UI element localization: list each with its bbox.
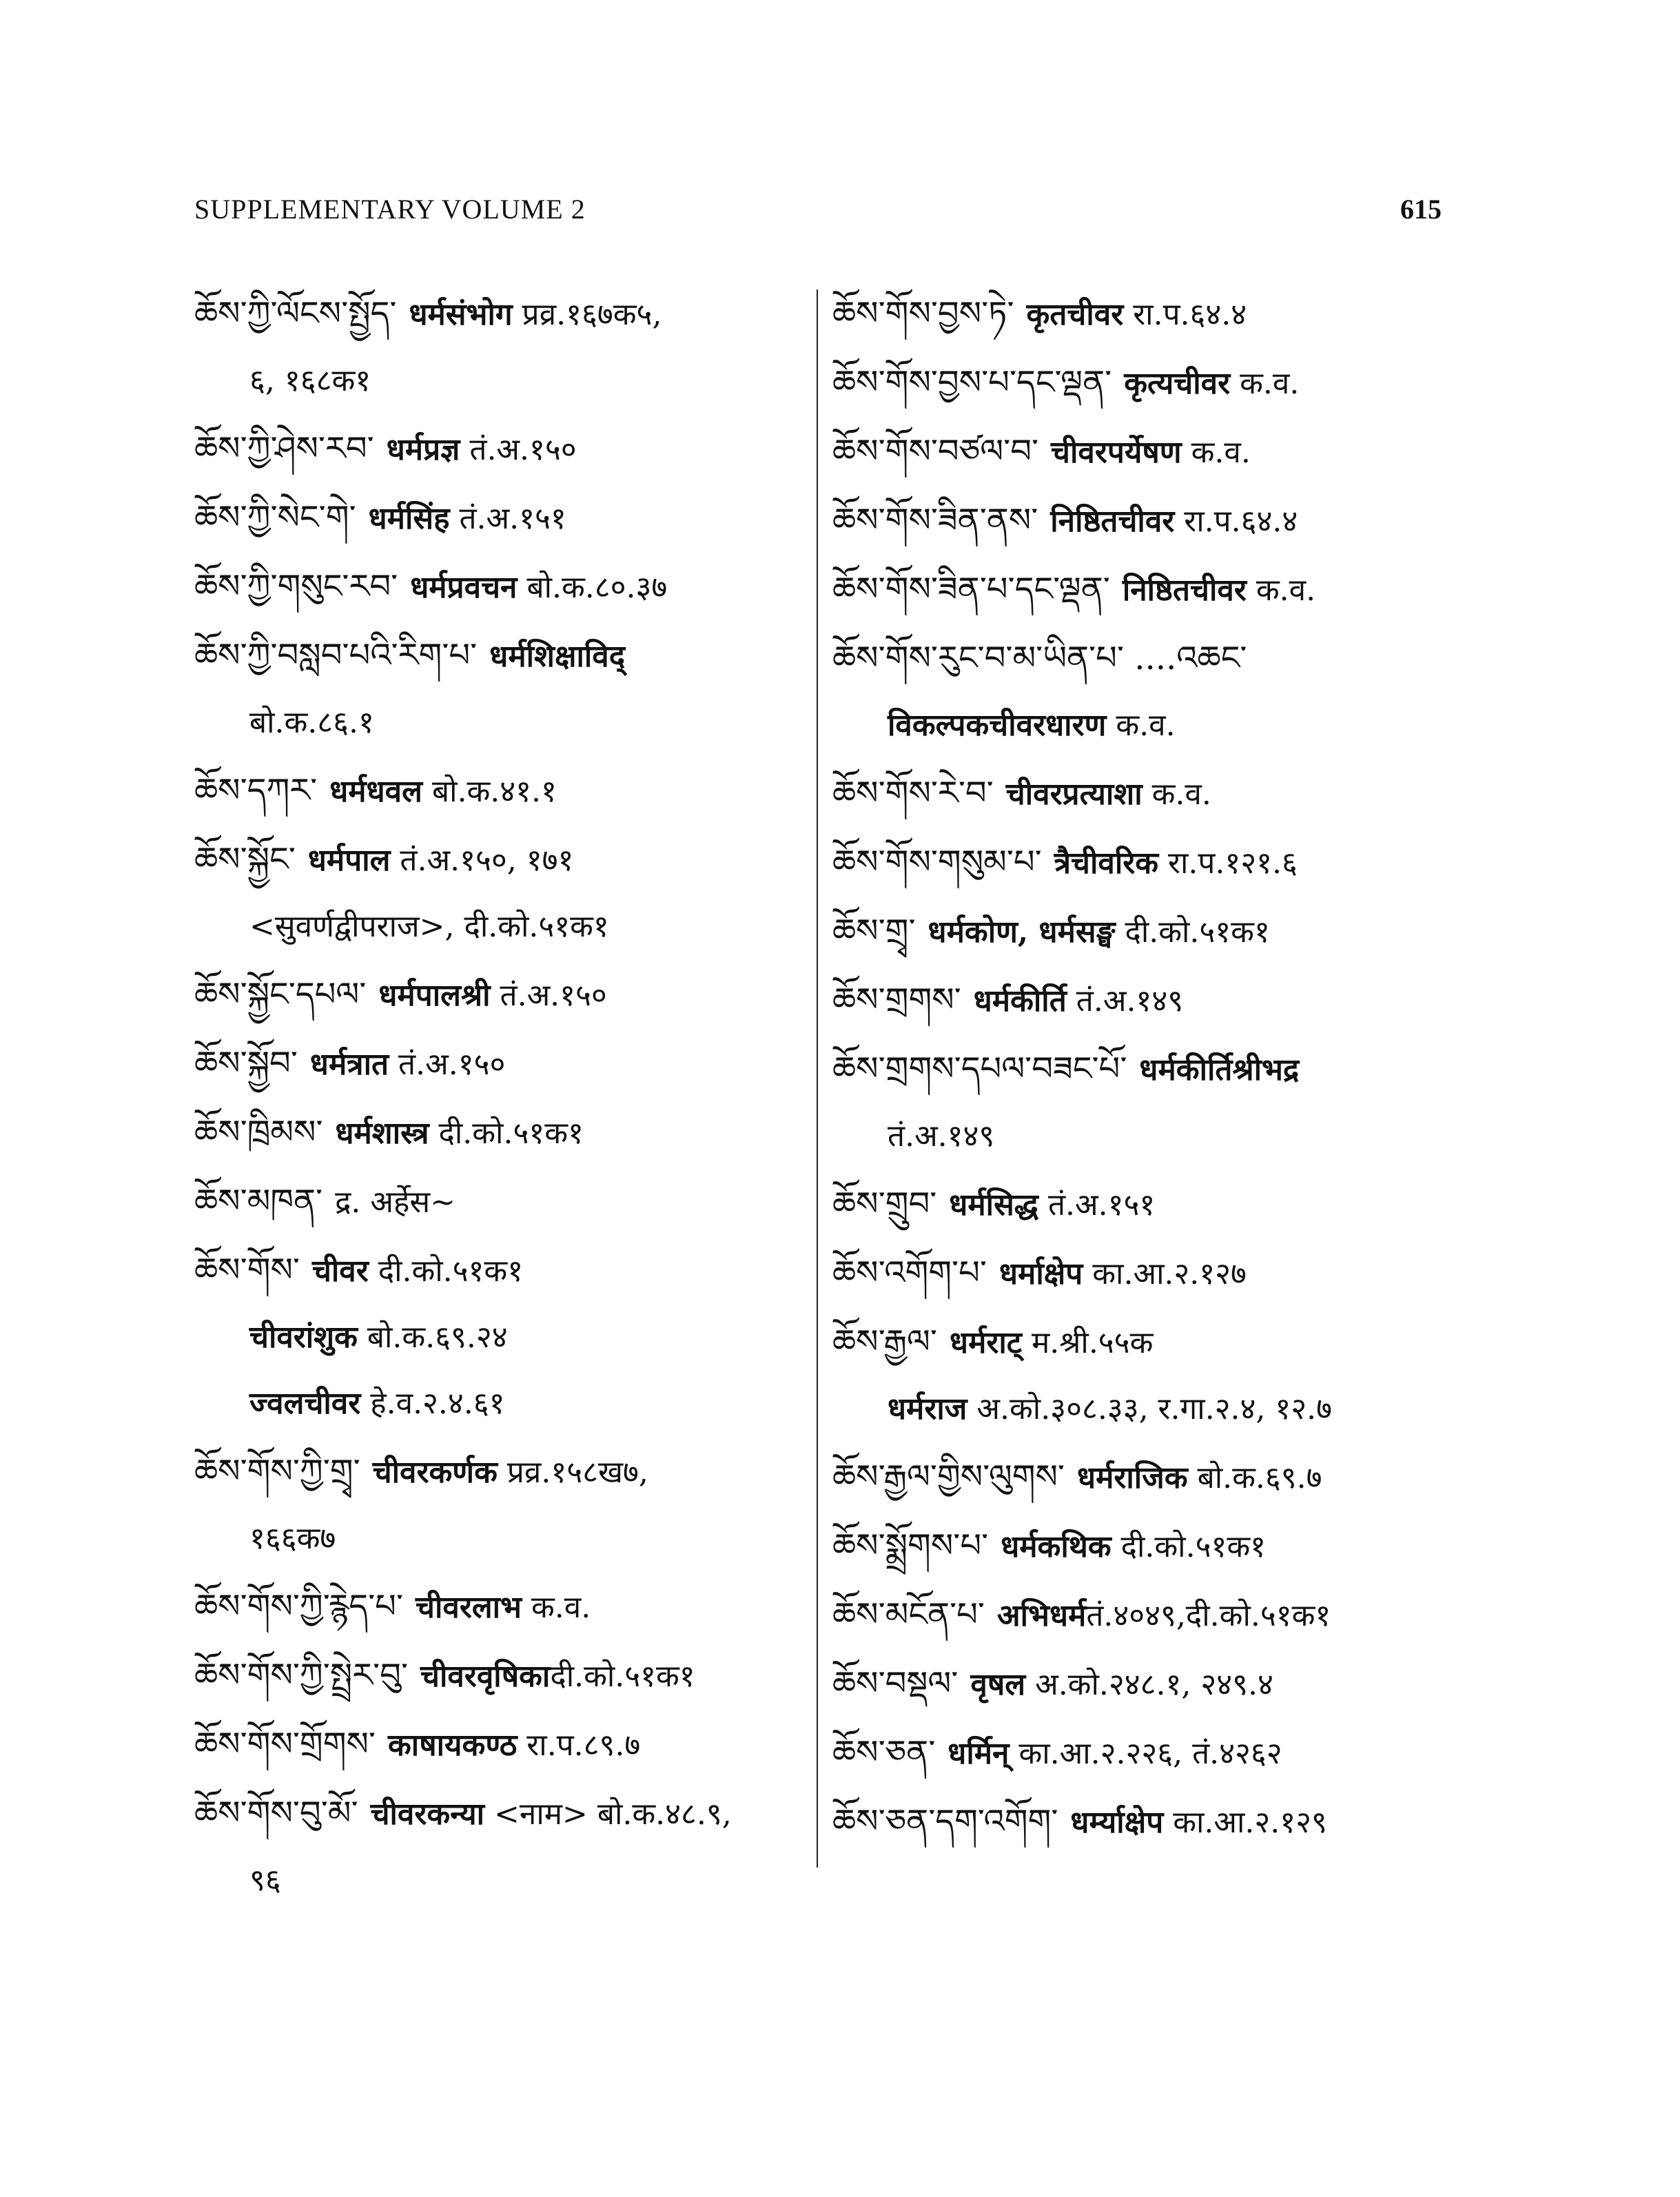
dictionary-entry [832, 1526, 1446, 1565]
sanskrit-equivalent: धर्मशास्त्र [335, 1116, 429, 1151]
source-reference: बो.क.८०.३७ [517, 570, 668, 605]
source-reference: का.आ.२.२२६, तं.४२६२ [1009, 1736, 1282, 1771]
entry-continuation [832, 708, 1446, 743]
tibetan-headword: ཆོས་གྲགས་ [832, 981, 961, 1019]
source-reference: क.व. [1246, 573, 1316, 608]
tibetan-headword: ཆོས་གོས་གྲོགས་ [194, 1725, 376, 1764]
sanskrit-equivalent: धर्मराजिक [1077, 1460, 1188, 1495]
source-reference: तं.अ.१५० [490, 978, 607, 1013]
sanskrit-equivalent: धर्मधवल [329, 774, 422, 809]
dictionary-entry [832, 1052, 1446, 1154]
entry-headline [194, 977, 808, 1013]
source-reference: रा.प.६४.४ [1174, 504, 1298, 539]
sanskrit-equivalent: धर्म्याक्षेप [1070, 1805, 1164, 1840]
tibetan-headword: ཆོས་བསྡལ་ [832, 1664, 959, 1703]
sanskrit-equivalent: त्रैचीवरिक [1054, 846, 1159, 881]
source-reference: <नाम> बो.क.४८.९, [484, 1797, 732, 1832]
page-number: 615 [1400, 194, 1442, 225]
entry-headline [194, 1184, 808, 1220]
entry-headline [832, 983, 1446, 1019]
source-reference: बो.क.४१.१ [422, 774, 557, 809]
sanskrit-equivalent: धर्मत्रात [309, 1047, 389, 1082]
sanskrit-equivalent: धर्मसंभोग [409, 297, 513, 332]
entry-continuation [194, 1522, 808, 1556]
source-reference: तं.४०४९,दी.को.५१क१ [1086, 1598, 1331, 1633]
entry-headline [832, 434, 1446, 470]
entry-continuation [194, 1863, 808, 1898]
dictionary-entry [832, 641, 1446, 743]
dictionary-entry [832, 365, 1446, 401]
tibetan-headword: ཆོས་ཀྱི་ལོངས་སྤྱོད་ [194, 294, 397, 333]
tibetan-headword: ཆོས་ཀྱི་བསླབ་པའི་རིག་པ་ [194, 636, 478, 675]
sanskrit-equivalent: धर्मसिद्ध [949, 1187, 1038, 1223]
dictionary-entry [194, 842, 808, 944]
tibetan-headword: ཆོས་གོས་རུང་བ་མ་ཡིན་པ་ ....འཆང་ [832, 639, 1247, 677]
dictionary-entry [194, 569, 808, 605]
sanskrit-equivalent: धर्मपालश्री [378, 978, 491, 1013]
source-reference: रा.प.८९.७ [517, 1728, 641, 1763]
dictionary-entry [194, 1454, 808, 1556]
entry-headline [194, 1253, 808, 1289]
entry-headline [194, 500, 808, 536]
tibetan-headword: ཆོས་འགོག་པ་ [832, 1254, 987, 1292]
entry-headline [194, 1454, 808, 1490]
source-reference: दी.को.५१क१ [429, 1116, 584, 1151]
sanskrit-equivalent: चीवरप्रत्याशा [1005, 777, 1143, 812]
column-divider [817, 289, 818, 1868]
dictionary-entry [194, 638, 808, 740]
source-reference: हे.व.२.४.६१ [360, 1386, 505, 1421]
entry-headline [832, 1256, 1446, 1291]
entry-headline [194, 1046, 808, 1082]
source-reference: ६, १६८क१ [249, 363, 371, 398]
sanskrit-equivalent: धर्माक्षेप [998, 1256, 1083, 1291]
sanskrit-equivalent: चीवरवृषिका [420, 1659, 551, 1694]
tibetan-headword: ཆོས་གོས་ཟིན་པ་དང་ལྡན་ [832, 570, 1110, 609]
running-head [194, 186, 1442, 234]
sanskrit-equivalent: धर्मप्रवचन [410, 570, 518, 605]
entry-headline [194, 1658, 808, 1694]
sanskrit-equivalent: धर्मप्रज्ञ [386, 432, 460, 467]
entry-headline [832, 296, 1446, 332]
sanskrit-equivalent: चीवरकर्णक [372, 1455, 498, 1490]
tibetan-headword: ཆོས་མངོན་པ་ [832, 1595, 985, 1634]
entry-headline [832, 503, 1446, 539]
source-reference: क.व. [1106, 708, 1176, 743]
tibetan-headword: ཆོས་ཀྱི་ཤེས་རབ་ [194, 429, 374, 468]
dictionary-entry [832, 296, 1446, 332]
entry-headline [194, 569, 808, 605]
dictionary-entry [832, 434, 1446, 470]
running-head-title: SUPPLEMENTARY VOLUME 2 [194, 194, 586, 225]
source-reference: ९६ [249, 1863, 281, 1898]
dictionary-entry [832, 776, 1446, 812]
source-reference: तं.अ.१५० [460, 432, 577, 467]
sanskrit-equivalent: चीवरपर्येषण [1051, 435, 1182, 470]
entry-headline [832, 641, 1446, 677]
tibetan-headword: ཆོས་ཅན་ [832, 1733, 936, 1772]
dictionary-entry [832, 1735, 1446, 1771]
source-reference: तं.अ.१५०, १७१ [390, 843, 574, 878]
sanskrit-equivalent: चीवरलाभ [416, 1590, 522, 1625]
source-reference: रा.प.६४.४ [1123, 297, 1247, 332]
tibetan-headword: ཆོས་གོས་ཀྱི་རྙེད་པ་ [194, 1587, 404, 1626]
dictionary-entry [832, 572, 1446, 608]
dictionary-entry [194, 1115, 808, 1151]
source-reference: १६६क७ [249, 1521, 336, 1556]
dictionary-entry [194, 1727, 808, 1763]
dictionary-entry [832, 503, 1446, 539]
sanskrit-equivalent: धर्मकीर्ति [973, 983, 1067, 1019]
entry-headline [832, 365, 1446, 401]
dictionary-entry [194, 773, 808, 809]
entry-continuation [194, 706, 808, 740]
sanskrit-equivalent: धर्मसिंह [368, 501, 450, 536]
tibetan-headword: ཆོས་ཀྱི་སེང་གེ་ [194, 498, 356, 537]
source-reference: रा.प.१२१.६ [1158, 846, 1298, 881]
tibetan-headword: ཆོས་གོས་ཟིན་ནས་ [832, 501, 1038, 540]
sanskrit-equivalent: विकल्पकचीवरधारण [888, 708, 1107, 743]
tibetan-headword: ཆོས་སྐྱོང་ [194, 840, 296, 879]
source-reference: प्रव्र.१५८ख७, [497, 1455, 648, 1490]
dictionary-entry [832, 1666, 1446, 1702]
entry-headline [194, 1589, 808, 1625]
sanskrit-equivalent: धर्मकीर्तिश्रीभद्र [1139, 1052, 1300, 1087]
dictionary-entry [832, 845, 1446, 881]
source-reference: प्रव्र.१६७क५, [512, 297, 662, 332]
tibetan-headword: ཆོས་གོས་ཀྱི་སྤྲེར་བུ་ [194, 1656, 409, 1695]
source-reference: बो.क.८६.१ [249, 705, 374, 740]
source-reference: दी.को.५१क१ [1111, 1529, 1266, 1564]
tibetan-headword: ཆོས་གྲགས་དཔལ་བཟང་པོ་ [832, 1050, 1127, 1088]
source-reference: दी.को.५१क१ [1115, 914, 1270, 950]
sanskrit-equivalent: निष्ठितचीवर [1122, 573, 1247, 608]
dictionary-entry [194, 1046, 808, 1082]
tibetan-headword: ཆོས་གོས་རེ་བ་ [832, 774, 994, 813]
tibetan-headword: ཆོས་གོས་བྱས་པ་དང་ལྡན་ [832, 363, 1112, 402]
source-reference: तं.अ.१५१ [449, 501, 566, 536]
sanskrit-equivalent: निष्ठितचीवर [1050, 504, 1175, 539]
source-reference: दी.को.५१क१ [368, 1254, 524, 1289]
source-reference: तं.अ.१४९ [888, 1118, 995, 1154]
source-reference: का.आ.२.१२७ [1083, 1256, 1247, 1291]
sanskrit-equivalent: चीवर [311, 1254, 369, 1289]
entry-continuation [832, 1119, 1446, 1154]
sanskrit-equivalent: धर्मकथिक [1001, 1529, 1112, 1564]
entry-headline [832, 1187, 1446, 1223]
sanskrit-equivalent: ज्वलचीवर [249, 1386, 361, 1421]
entry-headline [194, 842, 808, 878]
tibetan-headword: ཆོས་གོས་བཙལ་བ་ [832, 432, 1039, 471]
entry-headline [832, 1052, 1446, 1087]
dictionary-entry [194, 500, 808, 536]
sanskrit-equivalent: चीवरांशुक [249, 1320, 358, 1355]
entry-headline [194, 296, 808, 332]
entry-headline [832, 776, 1446, 812]
entry-headline [832, 1804, 1446, 1840]
source-reference: का.आ.२.१२९ [1163, 1805, 1327, 1840]
entry-headline [194, 431, 808, 467]
source-reference: बो.क.६९.२४ [357, 1320, 508, 1355]
source-reference: क.व. [522, 1590, 591, 1625]
source-reference: तं.अ.१४९ [1066, 983, 1184, 1019]
tibetan-headword: ཆོས་མཁན་ [194, 1182, 323, 1220]
source-reference: बो.क.६९.७ [1187, 1460, 1322, 1495]
source-reference: म.श्री.५५क [1021, 1325, 1154, 1360]
entry-headline [832, 845, 1446, 881]
dictionary-entry [194, 1253, 808, 1421]
source-reference: अ.को.३०८.३३, र.गा.२.४, १२.७ [967, 1391, 1333, 1427]
sanskrit-equivalent: धर्मराट् [950, 1325, 1022, 1360]
dictionary-entry [194, 977, 808, 1013]
source-reference: अ.को.२४८.१, २४९.४ [1025, 1667, 1273, 1702]
dictionary-entry [832, 1597, 1446, 1633]
dictionary-entry [194, 431, 808, 467]
dictionary-entry [832, 1460, 1446, 1495]
tibetan-headword: ཆོས་ཅན་དག་འགོག་ [832, 1802, 1058, 1841]
dictionary-entry [832, 1804, 1446, 1840]
dictionary-entry [832, 1256, 1446, 1291]
entry-continuation [194, 1320, 808, 1355]
dictionary-entry [832, 1187, 1446, 1223]
source-reference: तं.अ.१५० [389, 1047, 506, 1082]
sanskrit-equivalent: काषायकण्ठ [388, 1728, 518, 1763]
entry-headline [832, 1735, 1446, 1771]
tibetan-headword: ཆོས་གོས་ [194, 1251, 300, 1289]
entry-headline [194, 1115, 808, 1151]
tibetan-headword: ཆོས་གོས་བྱས་ཏེ་ [832, 294, 1014, 333]
entry-headline [832, 1322, 1446, 1361]
tibetan-headword: ཆོས་སྐྱོབ་ [194, 1044, 298, 1083]
tibetan-headword: ཆོས་དཀར་ [194, 771, 318, 810]
entry-headline [832, 1597, 1446, 1633]
source-reference: क.व. [1181, 435, 1251, 470]
entry-continuation [194, 1387, 808, 1421]
sanskrit-equivalent: कृतचीवर [1026, 297, 1124, 332]
entry-headline [194, 1727, 808, 1763]
right-column [832, 296, 1446, 1873]
dictionary-entry [194, 1589, 808, 1625]
entry-continuation [194, 910, 808, 944]
source-reference: द्र. अर्हेस~ [335, 1185, 455, 1220]
source-reference: क.व. [1230, 366, 1300, 401]
tibetan-headword: ཆོས་གོས་ཀྱི་གྲྭ་ [194, 1452, 360, 1491]
sanskrit-equivalent: धर्मिन् [947, 1736, 1010, 1771]
tibetan-headword: ཆོས་གོས་བུ་མོ་ [194, 1794, 358, 1832]
entry-headline [832, 1526, 1446, 1565]
tibetan-headword: ཆོས་གྲྭ་ [832, 912, 916, 950]
sanskrit-equivalent: वृषल [970, 1667, 1026, 1702]
entry-headline [832, 914, 1446, 950]
entry-continuation [194, 364, 808, 398]
sanskrit-equivalent: धर्मराज [888, 1391, 967, 1427]
dictionary-entry [832, 1322, 1446, 1427]
sanskrit-equivalent: धर्मपाल [307, 843, 391, 878]
source-reference: दी.को.५१क१ [550, 1659, 695, 1694]
entry-headline [194, 638, 808, 674]
tibetan-headword: ཆོས་སྐྱོང་དཔལ་ [194, 975, 367, 1014]
entry-headline [832, 1460, 1446, 1495]
sanskrit-equivalent: कृत्यचीवर [1124, 366, 1231, 401]
entry-headline [194, 1796, 808, 1832]
tibetan-headword: ཆོས་རྒྱལ་གྱིས་ལུགས་ [832, 1458, 1065, 1496]
tibetan-headword: ཆོས་གྲུབ་ [832, 1185, 937, 1223]
sanskrit-equivalent: धर्मशिक्षाविद् [489, 639, 626, 674]
tibetan-headword: ཆོས་གོས་གསུམ་པ་ [832, 843, 1042, 881]
sanskrit-equivalent: धर्मकोण, धर्मसङ्घ [928, 914, 1116, 950]
entry-continuation [832, 1392, 1446, 1427]
dictionary-entry [194, 1796, 808, 1898]
dictionary-entry [832, 914, 1446, 950]
left-column [194, 296, 808, 1931]
entry-headline [194, 773, 808, 809]
source-reference: तं.अ.१५१ [1038, 1187, 1156, 1223]
source-reference: क.व. [1142, 777, 1211, 812]
tibetan-headword: ཆོས་ཀྱི་གསུང་རབ་ [194, 567, 398, 606]
dictionary-entry [194, 1184, 808, 1220]
sanskrit-equivalent: चीवरकन्या [370, 1797, 485, 1832]
dictionary-entry [832, 983, 1446, 1019]
sanskrit-equivalent: अभिधर्म [997, 1598, 1087, 1633]
dictionary-entry [194, 1658, 808, 1694]
source-reference: <सुवर्णद्वीपराज>, दी.को.५१क१ [249, 909, 609, 944]
entry-headline [832, 1666, 1446, 1702]
entry-headline [832, 572, 1446, 608]
dictionary-entry [194, 296, 808, 398]
tibetan-headword: ཆོས་རྒྱལ་ [832, 1322, 938, 1361]
tibetan-headword: ཆོས་སྨྲོགས་པ་ [832, 1526, 989, 1565]
tibetan-headword: ཆོས་ཁྲིམས་ [194, 1113, 323, 1152]
